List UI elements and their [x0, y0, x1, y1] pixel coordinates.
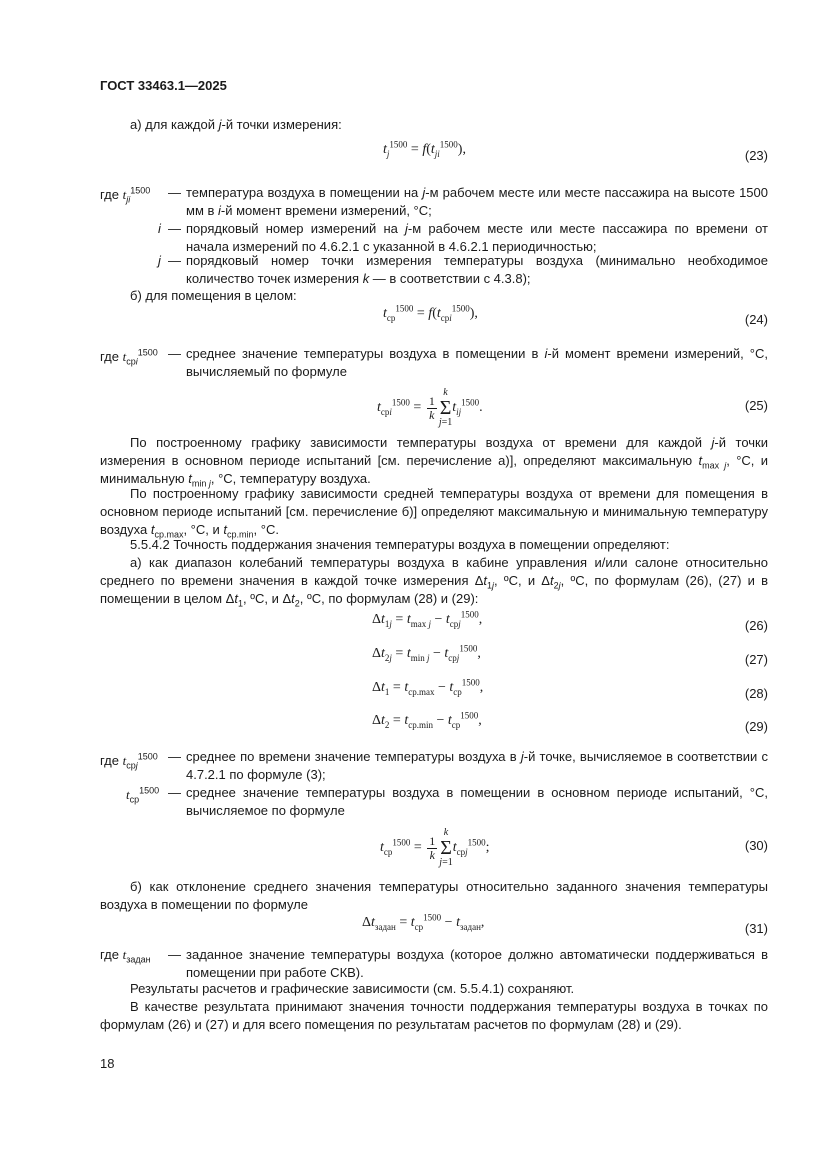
paragraph-deviation: б) как отклонение среднего значения температуры относительно заданного значения температуры воздуха в помещении по формуле	[100, 879, 768, 912]
equation-28: $\Delta t_1 = t_{ср.max} - t_{ср}^{1500}$, (28)	[372, 677, 768, 701]
equation-number: (26)	[744, 618, 768, 633]
dash: —	[168, 785, 181, 800]
definition-tcpi: среднее значение температуры воздуха в помещении в i-й момент времени измерений, °С, вычисляемый по формуле	[186, 346, 769, 379]
dash: —	[168, 185, 181, 200]
definition-j: порядковый номер точки измерения температуры воздуха (минимально необходимое количество точек измерения k — в соответствии с 4.3.8);	[186, 253, 768, 286]
equation-number: (30)	[744, 838, 768, 853]
equation-25: $t_{срi}^{1500}$ = $\frac{1}{k}$ k Σ $j=1t_{ij}^{1500}$. (25)	[377, 387, 768, 428]
dash: —	[168, 253, 181, 268]
item-a-text: а) для каждой j-й точки измерения:	[130, 117, 342, 132]
dash: —	[168, 947, 181, 962]
document-header: ГОСТ 33463.1—2025	[100, 78, 227, 93]
equation-number: (25)	[744, 398, 768, 413]
paragraph-max-min-points: По построенному графику зависимости температуры воздуха от времени для каждой j-й точки измерения в основном периоде испытаний [см. перечисление а)], определяют максимальную $t_{max j}$, °С, и минимальную $t_{min j}$, °С, температуру воздуха.	[100, 435, 768, 489]
equation-number: (27)	[744, 652, 768, 667]
definition-tji: температура воздуха в помещении на j-м рабочем месте или месте пассажира на высоте 1500 мм в i-й момент времени измерений, °С;	[186, 185, 768, 218]
equation-26: $\Delta t_{1j} = t_{max j} - t_{срj}^{1500}$, (26)	[372, 609, 768, 633]
equation-number: (24)	[744, 312, 768, 327]
where-label: где $t_{срj}^{1500}$	[100, 751, 158, 771]
dash: —	[168, 749, 181, 764]
definition-i: порядковый номер измерений на j-м рабочем месте или месте пассажира по времени от начала измерений по 4.6.2.1 с указанной в 4.6.2.1 периодичностью;	[186, 221, 768, 254]
paragraph-results: В качестве результата принимают значения точности поддержания температуры воздуха в точках по формулам (26) и (27) и для всего помещения по результатам расчетов по формулам (28) и (29).	[100, 999, 768, 1032]
equation-29: $\Delta t_2 = t_{ср.min} - t_{ср}^{1500}$, (29)	[372, 710, 768, 734]
page-number: 18	[100, 1056, 115, 1071]
equation-31: $\Delta t_{задан} = t_{ср}^{1500} - t_{задан}$, (31)	[362, 912, 768, 936]
where-label: где $t_{ji}^{1500}$	[100, 185, 151, 205]
equation-27: $\Delta t_{2j} = t_{min j} - t_{срj}^{1500}$, (27)	[372, 643, 768, 667]
definition-tcpj: среднее по времени значение температуры воздуха в j-й точке, вычисляемое в соответствии с 4.7.2.1 по формуле (3);	[186, 749, 768, 782]
symbol-i: i	[158, 221, 161, 236]
symbol-tcp: $t_{ср}^{1500}$	[126, 785, 160, 805]
equation-24: $t_{ср}^{1500} = f(t_{срi}^{1500})$, (24)	[383, 303, 768, 327]
paragraph-range: а) как диапазон колебаний температуры воздуха в кабине управления и/или салоне относительно среднего по времени значения в каждой точке измерения $\Delta t_{1j}$, ºС, и $\Delta t_{2j}$, ºС, по формулам (26), (27) и в помещении в целом $\Delta t_1$, ºС, и $\Delta t_2$, ºС, по формулам (28) и (29):	[100, 555, 769, 609]
paragraph-results-saved: Результаты расчетов и графические зависимости (см. 5.5.4.1) сохраняют.	[130, 981, 575, 996]
where-label: где $t_{задан}$	[100, 947, 151, 965]
equation-number: (29)	[744, 719, 768, 734]
section-5-5-4-2: 5.5.4.2 Точность поддержания значения температуры воздуха в помещении определяют:	[130, 537, 670, 552]
definition-tcp: среднее значение температуры воздуха в помещении в основном периоде испытаний, °С, вычисляемое по формуле	[186, 785, 768, 818]
equation-30: $t_{ср}^{1500}$ = $\frac{1}{k}$ k Σ $j=1t_{срj}^{1500}$; (30)	[380, 827, 768, 868]
equation-number: (31)	[744, 921, 768, 936]
equation-number: (28)	[744, 686, 768, 701]
where-label: где $t_{срi}^{1500}$	[100, 347, 158, 367]
dash: —	[168, 221, 181, 236]
dash: —	[168, 346, 181, 361]
item-b-text: б) для помещения в целом:	[130, 288, 297, 303]
paragraph-max-min-room: По построенному графику зависимости средней температуры воздуха от времени для помещения в основном периоде испытаний [см. перечисление б)] определяют максимальную и минимальную температуру воздуха $t_{ср.max}$, °С, и $t_{ср.min}$, °С.	[100, 486, 768, 540]
definition-tzad: заданное значение температуры воздуха (которое должно автоматически поддерживаться в помещении при работе СКВ).	[186, 947, 768, 980]
equation-number: (23)	[744, 148, 768, 163]
equation-23: $t_j^{1500} = f(t_{ji}^{1500})$, (23)	[383, 139, 768, 163]
symbol-j: j	[158, 253, 161, 268]
